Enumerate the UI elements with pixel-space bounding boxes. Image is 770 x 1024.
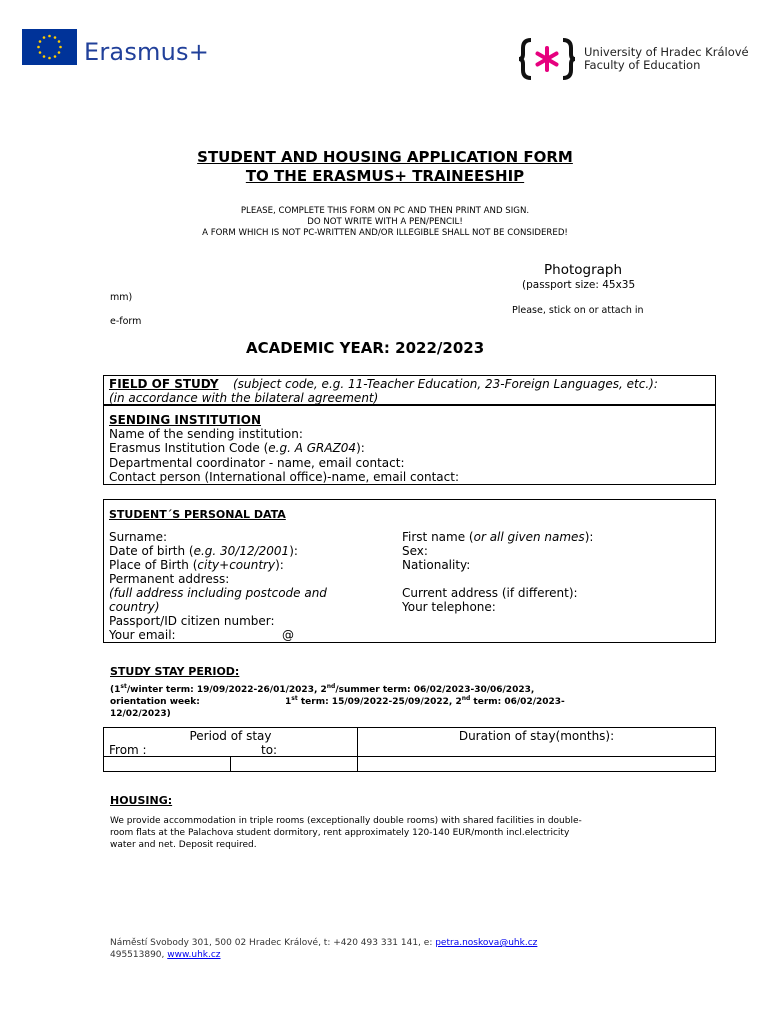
notice-line-3: A FORM WHICH IS NOT PC-WRITTEN AND/OR ILLEGIBLE SHALL NOT BE CONSIDERED! — [202, 228, 568, 238]
footer-address: Náměstí Svobody 301, 500 02 Hradec Králové, t: +420 493 331 141, e: petra.noskova@uhk.cz — [110, 938, 538, 948]
institution-code-label: Erasmus Institution Code (e.g. A GRAZ04): — [109, 441, 365, 455]
study-stay-note-3: 12/02/2023) — [110, 709, 171, 719]
to-label: to: — [261, 743, 278, 757]
photo-size: (passport size: 45x35 — [522, 279, 636, 291]
footer-email-link[interactable]: petra.noskova@uhk.cz — [435, 938, 538, 948]
housing-text-2: room flats at the Palachova student dormitory, rent approximately 120-140 EUR/month incl.electricity — [110, 828, 570, 838]
eu-flag-icon — [22, 29, 77, 65]
contact-person-label: Contact person (International office)-name, email contact: — [109, 470, 459, 484]
period-header: Period of stay — [189, 729, 272, 743]
personal-data-title: STUDENT´S PERSONAL DATA — [109, 508, 286, 521]
university-name — [584, 46, 749, 72]
period-header-cell — [103, 727, 358, 757]
study-stay-note-2b: 1st term: 15/09/2022-25/09/2022, 2nd term: 06/02/2023- — [285, 695, 565, 707]
field-of-study-title: FIELD OF STUDY — [109, 377, 219, 391]
photo-instruction: Please, stick on or attach in — [512, 305, 644, 316]
housing-title: HOUSING: — [110, 794, 173, 807]
pob-label: Place of Birth (city+country): — [109, 558, 284, 572]
address-hint: (full address including postcode and — [109, 586, 327, 600]
erasmus-logo-text: Erasmus+ — [84, 38, 210, 66]
duration-header: Duration of stay(months): — [458, 729, 615, 743]
university-line-1: University of Hradec Králové — [584, 45, 749, 59]
from-label: From : — [109, 743, 147, 757]
photo-title: Photograph — [544, 262, 623, 278]
photo-size-unit: mm) — [110, 292, 133, 303]
study-stay-table — [103, 727, 716, 772]
permanent-address-label: Permanent address: — [109, 572, 230, 586]
nationality-label: Nationality: — [402, 558, 471, 572]
study-stay-note-1: (1st/winter term: 19/09/2022-26/01/2023, 2nd/summer term: 06/02/2023-30/06/2023, — [110, 683, 535, 695]
duration-cell[interactable] — [357, 756, 716, 772]
sending-institution-title: SENDING INSTITUTION — [109, 413, 262, 427]
institution-name-label: Name of the sending institution: — [109, 427, 303, 441]
coordinator-label: Departmental coordinator - name, email contact: — [109, 456, 405, 470]
current-address-label: Current address (if different): — [402, 586, 578, 600]
field-of-study-hint: (subject code, e.g. 11-Teacher Education, 23-Foreign Languages, etc.): — [233, 377, 658, 391]
notice-line-2: DO NOT WRITE WITH A PEN/PENCIL! — [307, 217, 463, 227]
form-title-line-2: TO THE ERASMUS+ TRAINEESHIP — [245, 167, 525, 185]
study-stay-note-2: orientation week: — [110, 697, 200, 707]
field-of-study-hint-2: (in accordance with the bilateral agreement) — [109, 391, 379, 405]
email-at-sign: @ — [282, 628, 294, 642]
duration-header-cell — [357, 727, 716, 757]
form-title-line-1: STUDENT AND HOUSING APPLICATION FORM — [197, 148, 573, 166]
dob-label: Date of birth (e.g. 30/12/2001): — [109, 544, 298, 558]
first-name-label: First name (or all given names): — [402, 530, 594, 544]
to-date-cell[interactable] — [230, 756, 358, 772]
photo-instruction-eform: e-form — [110, 316, 142, 327]
academic-year: ACADEMIC YEAR: 2022/2023 — [246, 339, 485, 357]
sex-label: Sex: — [402, 544, 428, 558]
housing-text-1: We provide accommodation in triple rooms (exceptionally double rooms) with shared facilities in double- — [110, 816, 582, 826]
passport-label: Passport/ID citizen number: — [109, 614, 275, 628]
notice-line-1: PLEASE, COMPLETE THIS FORM ON PC AND THEN PRINT AND SIGN. — [240, 206, 530, 216]
footer-id: 495513890, www.uhk.cz — [110, 950, 221, 960]
surname-label: Surname: — [109, 530, 168, 544]
from-date-cell[interactable] — [103, 756, 231, 772]
footer-web-link[interactable]: www.uhk.cz — [167, 950, 221, 960]
email-label: Your email: — [109, 628, 176, 642]
housing-text-3: water and net. Deposit required. — [110, 840, 257, 850]
uhk-logo-icon — [517, 36, 577, 82]
telephone-label: Your telephone: — [402, 600, 496, 614]
university-line-2: Faculty of Education — [584, 58, 701, 72]
study-stay-title: STUDY STAY PERIOD: — [110, 665, 240, 678]
address-hint-2: country) — [109, 600, 160, 614]
